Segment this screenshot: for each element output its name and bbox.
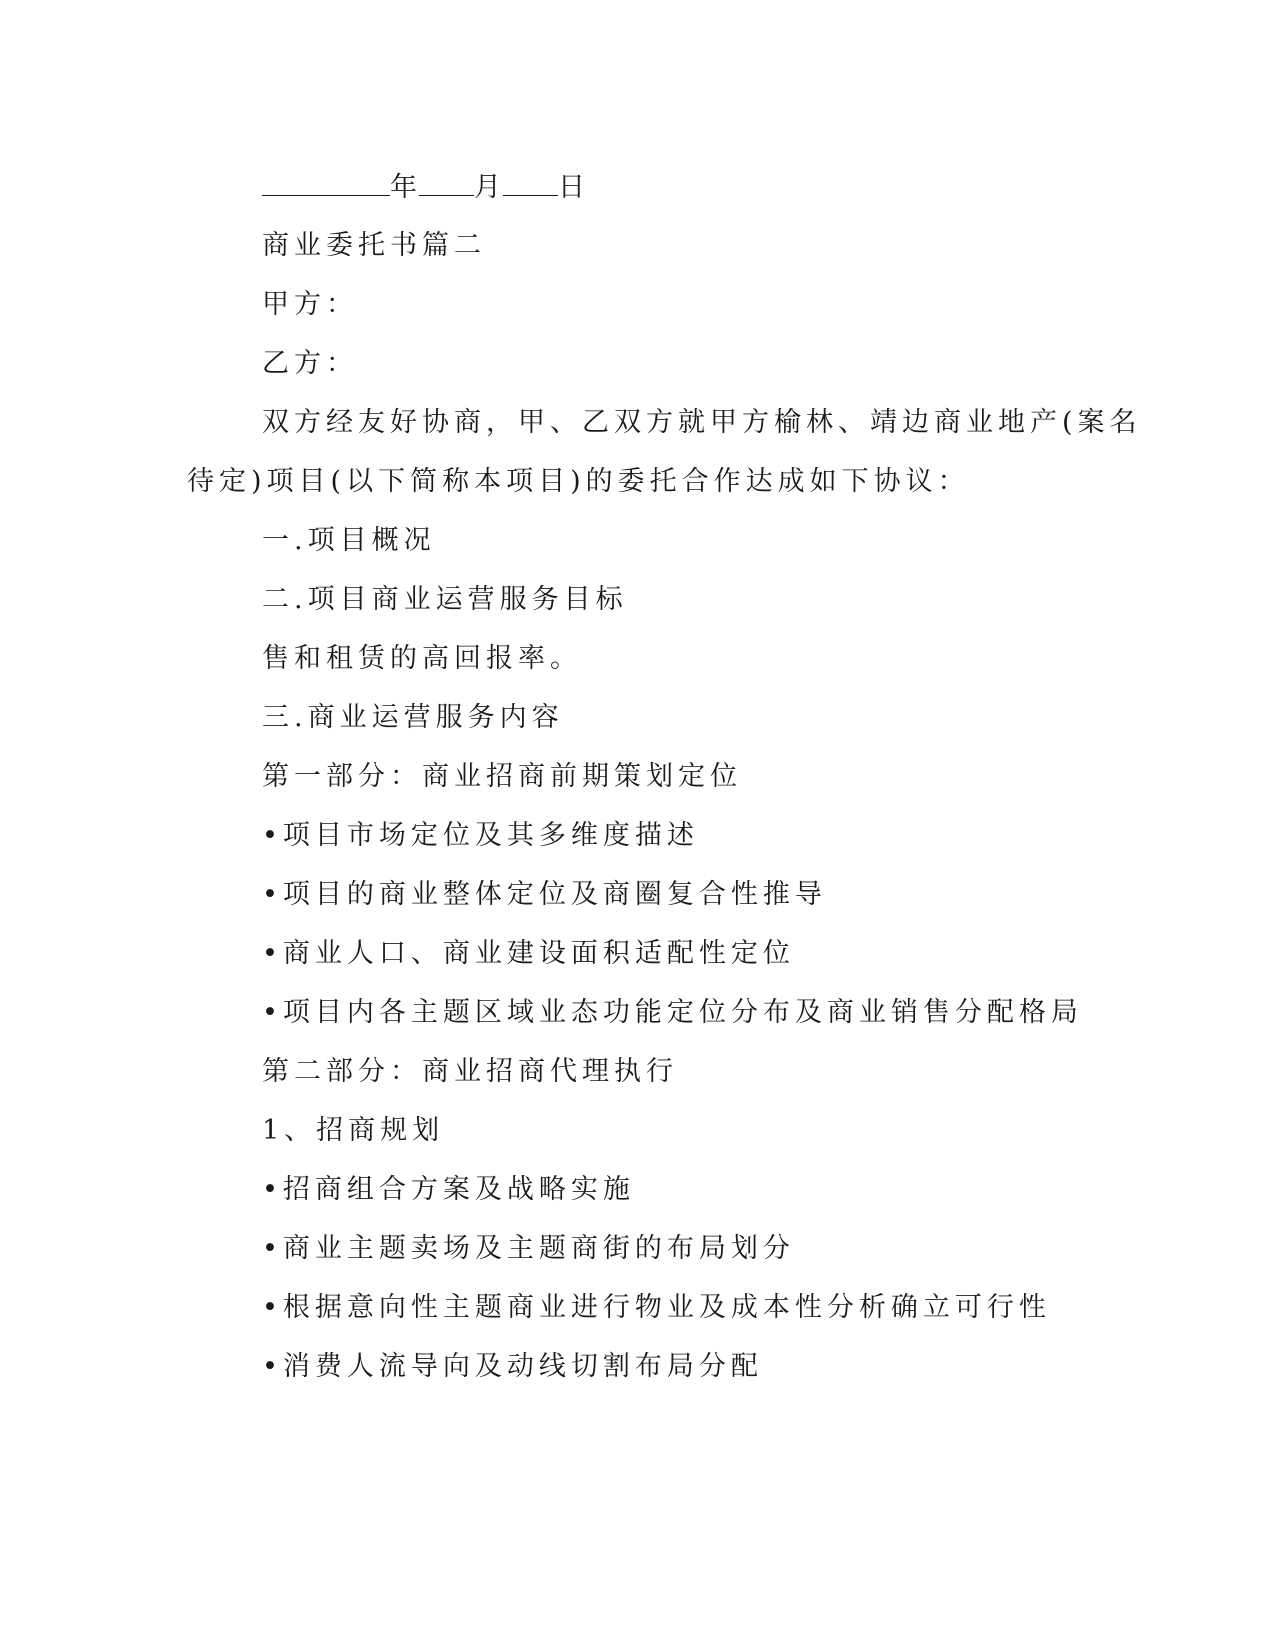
day-blank bbox=[503, 173, 558, 196]
heading-line: 第二部分：商业招商代理执行 bbox=[262, 1056, 678, 1087]
heading-line: 第一部分：商业招商前期策划定位 bbox=[262, 761, 742, 792]
day-label: 日 bbox=[558, 172, 587, 203]
year-blank bbox=[262, 173, 390, 196]
heading-line: 三.商业运营服务内容 bbox=[262, 702, 564, 733]
month-blank bbox=[419, 173, 474, 196]
bullet-item: •项目的商业整体定位及商圈复合性推导 bbox=[262, 879, 827, 910]
party-a-label: 甲方： bbox=[262, 289, 358, 320]
heading-line: 二.项目商业运营服务目标 bbox=[262, 584, 628, 615]
year-label: 年 bbox=[390, 172, 419, 203]
bullet-item: •项目市场定位及其多维度描述 bbox=[262, 820, 699, 851]
section-title: 商业委托书篇二 bbox=[262, 230, 486, 261]
bullet-item: •根据意向性主题商业进行物业及成本性分析确立可行性 bbox=[262, 1292, 1051, 1323]
month-label: 月 bbox=[474, 172, 503, 203]
paragraph-line: 待定)项目(以下简称本项目)的委托合作达成如下协议： bbox=[187, 466, 970, 497]
bullet-item: •项目内各主题区域业态功能定位分布及商业销售分配格局 bbox=[262, 997, 1083, 1028]
heading-line: 1、招商规划 bbox=[262, 1115, 445, 1146]
paragraph-line: 售和租赁的高回报率。 bbox=[262, 643, 582, 674]
bullet-item: •商业人口、商业建设面积适配性定位 bbox=[262, 938, 795, 969]
bullet-item: •商业主题卖场及主题商街的布局划分 bbox=[262, 1233, 795, 1264]
bullet-item: •招商组合方案及战略实施 bbox=[262, 1174, 635, 1205]
date-line bbox=[262, 170, 587, 206]
paragraph-line: 双方经友好协商，甲、乙双方就甲方榆林、靖边商业地产(案名 bbox=[262, 407, 1142, 438]
heading-line: 一.项目概况 bbox=[262, 525, 436, 556]
party-b-label: 乙方： bbox=[262, 348, 358, 379]
bullet-item: •消费人流导向及动线切割布局分配 bbox=[262, 1351, 763, 1382]
